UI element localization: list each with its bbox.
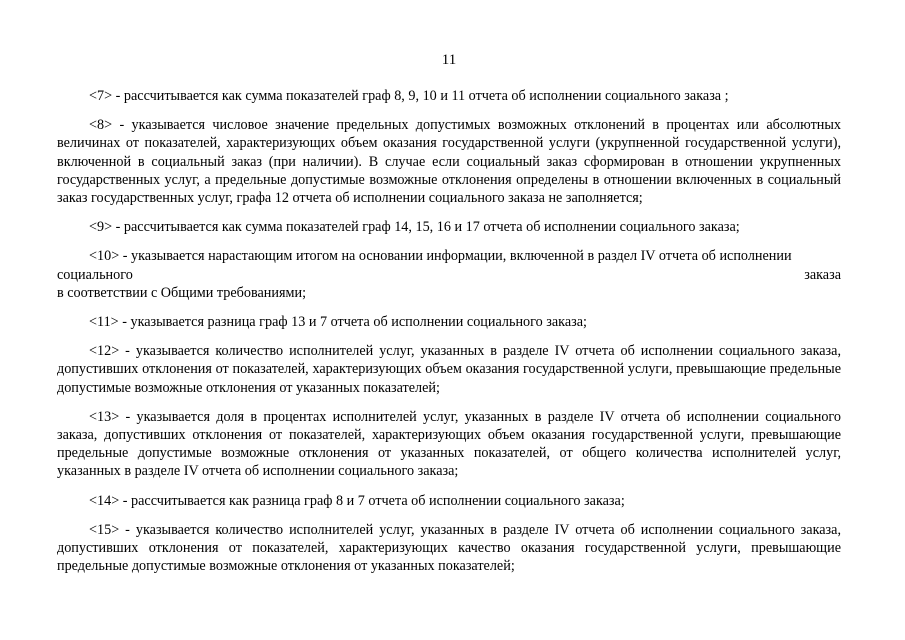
- footnote-13: <13> - указывается доля в процентах исполнителей услуг, указанных в разделе IV отчета об исполнении социального заказа, допустивших отклонения от показателей, характеризующих объем оказания государственной услуги, превышающие предельные допустимые возможные отклонения от указанных показателей, от общего количества исполнителей услуг, указанных в разделе IV отчета об исполнении социального заказа;: [57, 408, 841, 480]
- footnote-7: <7> - рассчитывается как сумма показателей граф 8, 9, 10 и 11 отчета об исполнении социального заказа ;: [89, 88, 729, 104]
- document-page: [57, 0, 841, 640]
- page-number: 11: [441, 52, 457, 68]
- footnote-10-line-2-right: заказа: [804, 266, 841, 283]
- footnote-8: <8> - указывается числовое значение предельных допустимых возможных отклонений в процентах или абсолютных величинах от показателей, характеризующих объем оказания государственной услуги (укрупненной государственной услуги), включенной в социальный заказ (при наличии). В случае если социальный заказ сформирован в отношении укрупненных государственных услуг, а предельные допустимые возможные отклонения определены в отношении включенных в социальный заказ государственных услуг, графа 12 отчета об исполнении социального заказа не заполняется;: [57, 117, 841, 207]
- footnote-10-line-2-left: социального: [57, 266, 133, 283]
- footnote-9: <9> - рассчитывается как сумма показателей граф 14, 15, 16 и 17 отчета об исполнении социального заказа;: [89, 219, 740, 236]
- footnote-15: <15> - указывается количество исполнителей услуг, указанных в разделе IV отчета об исполнении социального заказа, допустивших отклонения от показателей, характеризующих качество оказания государственной услуги, превышающие предельные допустимые возможные отклонения от указанных показателей;: [57, 521, 841, 575]
- footnote-11: <11> - указывается разница граф 13 и 7 отчета об исполнении социального заказа;: [89, 314, 587, 331]
- footnote-10-line-2: [57, 266, 841, 284]
- footnote-10-line-1: <10> - указывается нарастающим итогом на основании информации, включенной в раздел IV отчета об исполнении: [89, 248, 792, 265]
- footnote-10: [57, 247, 841, 302]
- footnote-10-line-3: в соответствии с Общими требованиями;: [57, 284, 307, 301]
- footnotes-list: [57, 87, 841, 586]
- footnote-12: <12> - указывается количество исполнителей услуг, указанных в разделе IV отчета об исполнении социального заказа, допустивших отклонения от показателей, характеризующих объем оказания государственной услуги, превышающие предельные допустимые возможные отклонения от указанных показателей;: [57, 343, 841, 396]
- footnote-14: <14> - рассчитывается как разница граф 8 и 7 отчета об исполнении социального заказа;: [89, 492, 625, 509]
